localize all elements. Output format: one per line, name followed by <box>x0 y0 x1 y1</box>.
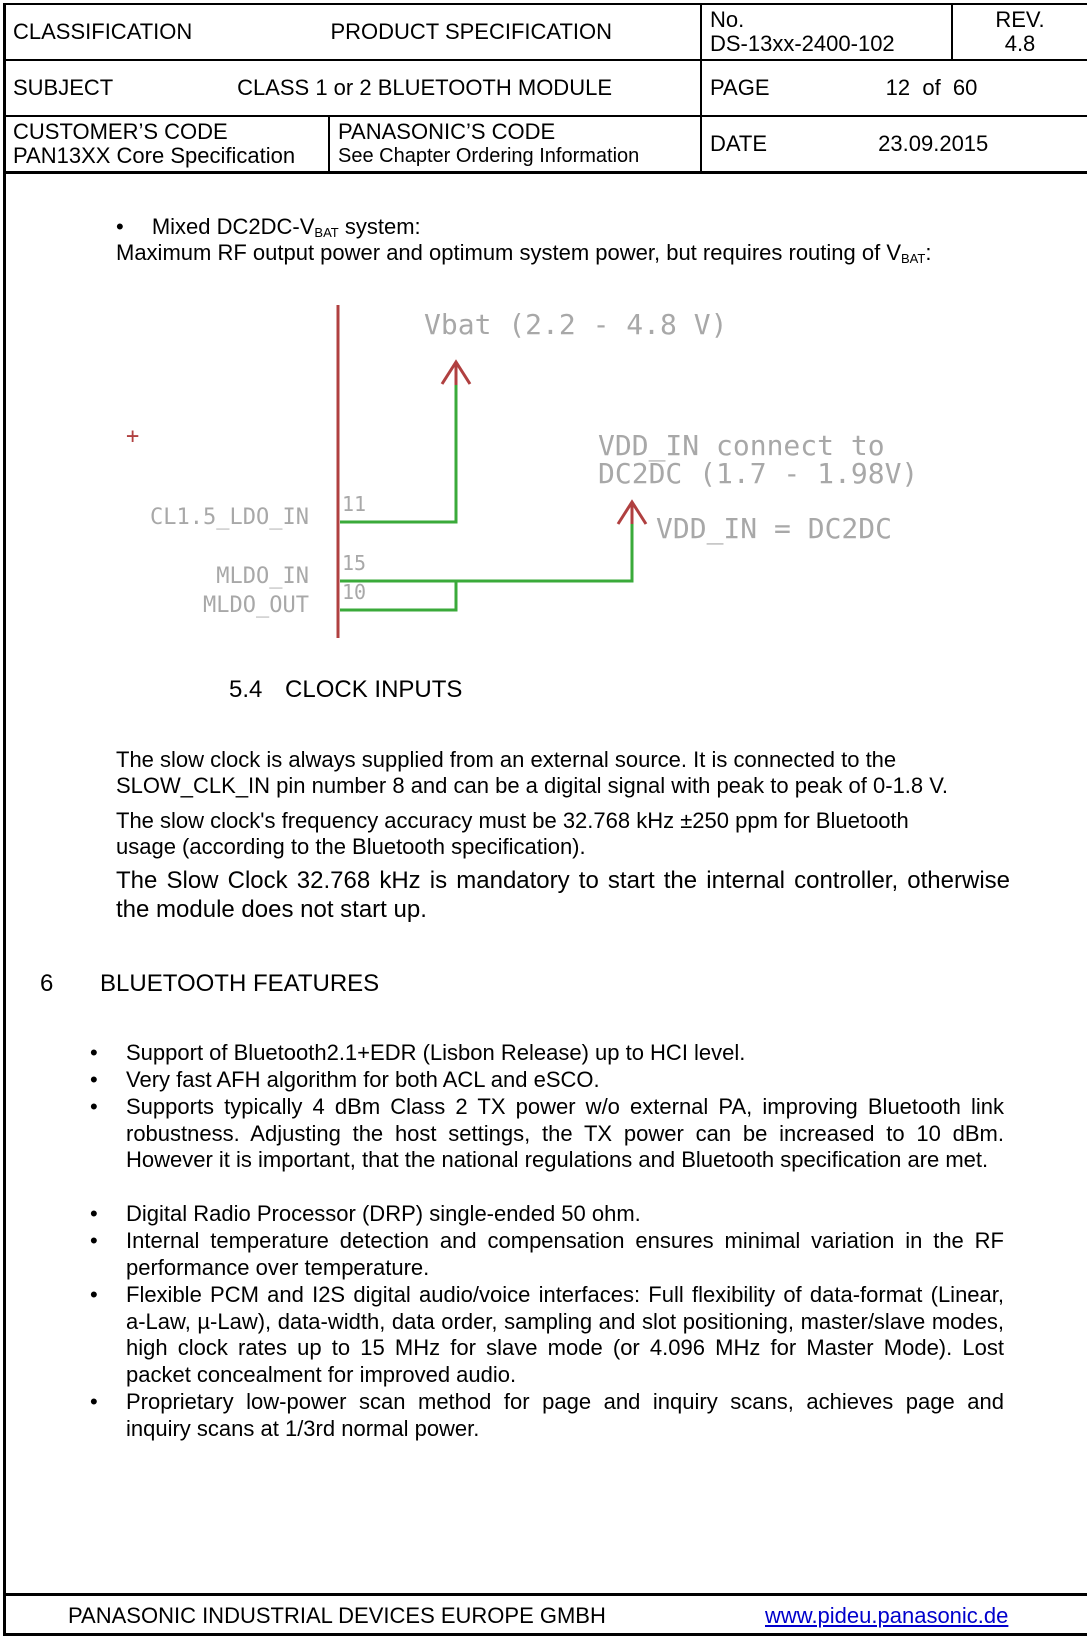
vdd-connect-label-line1: VDD_IN connect to <box>598 429 885 462</box>
section-5-4-title: CLOCK INPUTS <box>285 676 463 703</box>
customer-code: PAN13XX Core Specification <box>13 142 296 168</box>
mixed-system-title: Mixed $DC2DC-V_{BAT}$ system: <box>151 214 421 240</box>
clock-p2-line2: usage (according to the Bluetooth specification). <box>116 834 586 859</box>
panasonic-code-cell <box>329 116 701 172</box>
classification-cell <box>4 4 701 60</box>
customer-code-cell <box>4 116 329 172</box>
bullet-dot: • <box>90 1389 98 1414</box>
feature-text: Flexible PCM and I2S digital audio/voice interfaces: Full flexibility of data-format (Linear, a-Law, µ-Law), data-width, data order, sampling and slot positioning, master/slave modes, high clock rates up to 15 MHz for slave mode (or 4.096 MHz for Master Mode). Lost packet concealment for improved audio. <box>126 1282 1004 1387</box>
doc-type: PRODUCT SPECIFICATION <box>330 19 612 44</box>
page-cell <box>701 60 1087 116</box>
panasonic-code-label: PANASONIC’S CODE <box>338 118 556 144</box>
feature-text: Internal temperature detection and compensation ensures minimal variation in the RF performance over temperature. <box>126 1228 1004 1280</box>
page-number: 12 of 60 <box>885 75 978 100</box>
clock-paragraph-2 <box>116 808 909 860</box>
dc2dc-schematic <box>0 290 1087 650</box>
footer-website-link[interactable]: www.pideu.panasonic.de <box>765 1603 1009 1628</box>
date-value: 23.09.2015 <box>878 130 989 156</box>
section-5-4-number: 5.4 <box>229 676 263 703</box>
feature-text: Support of Bluetooth2.1+EDR (Lisbon Release) up to HCI level. <box>126 1040 746 1065</box>
feature-item-7 <box>90 1389 1004 1442</box>
bullet-dot: • <box>90 1282 98 1307</box>
clock-p1-line1: The slow clock is always supplied from an external source. It is connected to the <box>116 747 897 772</box>
footer-company: PANASONIC INDUSTRIAL DEVICES EUROPE GMBH <box>68 1603 606 1628</box>
section-5-4-heading <box>229 676 462 704</box>
doc-number: DS-13xx-2400-102 <box>710 31 895 56</box>
page-label: PAGE <box>710 75 770 100</box>
vbat-arrow-icon <box>442 362 470 385</box>
pin-number-10: 10 <box>342 580 367 604</box>
pin-number-11: 11 <box>342 492 367 516</box>
bullet-dot: • <box>90 1094 98 1119</box>
plus-symbol: + <box>126 424 140 449</box>
clock-paragraph-1 <box>116 747 948 799</box>
customer-code-label: CUSTOMER’S CODE <box>13 118 228 144</box>
pin-label-mldo-out: MLDO_OUT <box>203 593 309 618</box>
clock-paragraph-3: The Slow Clock 32.768 kHz is mandatory to start the internal controller, otherwise the module does not start up. <box>116 867 1010 923</box>
vbat-label: Vbat (2.2 - 4.8 V) <box>424 308 728 341</box>
feature-item-4 <box>90 1201 1004 1228</box>
revision-cell <box>952 4 1087 60</box>
panasonic-code: See Chapter Ordering Information <box>338 144 640 167</box>
bullet-dot: • <box>90 1067 98 1092</box>
pin-label-mldo-in: MLDO_IN <box>216 564 309 589</box>
wire-pin15-to-dc2dc <box>340 522 632 581</box>
pin-number-15: 15 <box>342 551 367 575</box>
feature-text: Supports typically 4 dBm Class 2 TX power w/o external PA, improving Bluetooth link robustness. Adjusting the host settings, the TX power can be increased to 10 dBm. However it is important, that the national regulations and Bluetooth specification are met. <box>126 1094 1004 1172</box>
feature-item-2 <box>90 1067 1004 1094</box>
bullet-dot: • <box>116 214 124 239</box>
document-footer <box>3 1593 1087 1636</box>
classification-label: CLASSIFICATION <box>13 19 193 44</box>
doc-number-cell <box>701 4 952 60</box>
subject-label: SUBJECT <box>13 75 114 100</box>
feature-text: Very fast AFH algorithm for both ACL and eSCO. <box>126 1067 600 1092</box>
date-cell <box>701 116 1087 172</box>
vdd-connect-label-line2: DC2DC (1.7 - 1.98V) <box>598 457 919 490</box>
doc-number-label: No. <box>710 7 745 32</box>
subject-value: CLASS 1 or 2 BLUETOOTH MODULE <box>237 75 612 100</box>
document-header <box>3 3 1087 174</box>
revision-label: REV. <box>995 7 1045 32</box>
feature-item-1 <box>90 1040 1004 1067</box>
section-6-number: 6 <box>40 970 54 997</box>
bullet-dot: • <box>90 1228 98 1253</box>
bullet-dot: • <box>90 1040 98 1065</box>
date-label: DATE <box>710 130 768 156</box>
vdd-in-arrow-icon <box>618 502 646 524</box>
feature-text: Proprietary low-power scan method for page and inquiry scans, achieves page and inquiry scans at 1/3rd normal power. <box>126 1389 1004 1441</box>
feature-item-3 <box>90 1094 1004 1174</box>
clock-p2-line1: The slow clock's frequency accuracy must be 32.768 kHz ±250 ppm for Bluetooth <box>116 808 909 833</box>
section-6-heading <box>40 970 379 998</box>
section-6-title: BLUETOOTH FEATURES <box>100 970 380 997</box>
revision: 4.8 <box>1004 31 1036 56</box>
feature-item-5 <box>90 1228 1004 1281</box>
clock-p1-line2: SLOW_CLK_IN pin number 8 and can be a digital signal with peak to peak of 0-1.8 V. <box>116 773 949 798</box>
subject-cell <box>4 60 701 116</box>
feature-text: Digital Radio Processor (DRP) single-ended 50 ohm. <box>126 1201 641 1226</box>
bullet-dot: • <box>90 1201 98 1226</box>
vdd-equals-dc2dc-label: VDD_IN = DC2DC <box>656 512 893 545</box>
mixed-system-desc: Maximum RF output power and optimum system power, but requires routing of $V_{BAT}$: <box>116 240 932 266</box>
feature-item-6 <box>90 1282 1004 1388</box>
pin-label-cl15-ldo-in: CL1.5_LDO_IN <box>150 505 309 530</box>
